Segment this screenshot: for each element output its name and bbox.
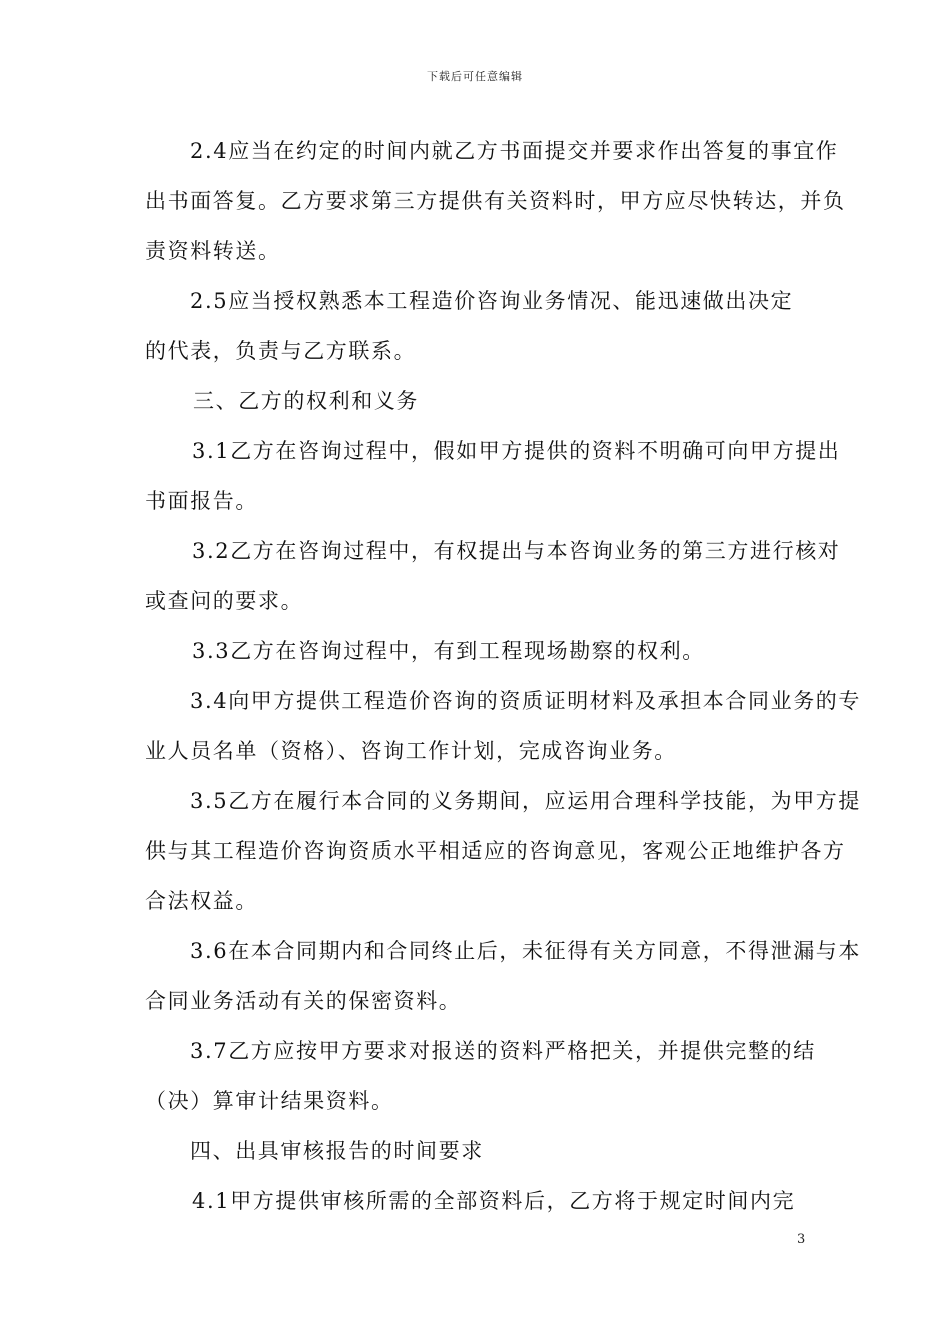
text-line: 供与其工程造价咨询资质水平相适应的咨询意见，客观公正地维护各方	[145, 839, 846, 863]
text-line: 的代表，负责与乙方联系。	[145, 339, 417, 363]
text-line: 2.4应当在约定的时间内就乙方书面提交并要求作出答复的事宜作	[190, 139, 839, 163]
text-line: 合同业务活动有关的保密资料。	[145, 989, 462, 1013]
text-line: 3.6在本合同期内和合同终止后，未征得有关方同意，不得泄漏与本	[190, 939, 861, 963]
text-line: 出书面答复。乙方要求第三方提供有关资料时，甲方应尽快转达，并负	[145, 189, 846, 213]
text-line: 3.3乙方在咨询过程中，有到工程现场勘察的权利。	[192, 639, 705, 663]
page-number: 3	[797, 1232, 806, 1247]
page-header: 下载后可任意编辑	[427, 70, 523, 83]
text-line: （决）算审计结果资料。	[145, 1089, 394, 1113]
text-line: 3.5乙方在履行本合同的义务期间，应运用合理科学技能，为甲方提	[190, 789, 861, 813]
text-line: 责资料转送。	[145, 239, 281, 263]
text-line: 2.5应当授权熟悉本工程造价咨询业务情况、能迅速做出决定	[190, 289, 794, 313]
text-line: 书面报告。	[145, 489, 258, 513]
text-line: 3.1乙方在咨询过程中，假如甲方提供的资料不明确可向甲方提出	[192, 439, 841, 463]
text-line: 业人员名单（资格）、咨询工作计划，完成咨询业务。	[145, 739, 677, 763]
text-line: 3.2乙方在咨询过程中，有权提出与本咨询业务的第三方进行核对	[192, 539, 841, 563]
text-line: 或查问的要求。	[145, 589, 304, 613]
text-line: 合法权益。	[145, 889, 258, 913]
section-heading: 四、出具审核报告的时间要求	[190, 1139, 484, 1163]
text-line: 4.1甲方提供审核所需的全部资料后，乙方将于规定时间内完	[192, 1189, 796, 1213]
text-line: 3.7乙方应按甲方要求对报送的资料严格把关，并提供完整的结	[190, 1039, 816, 1063]
section-heading: 三、乙方的权利和义务	[193, 389, 419, 413]
text-line: 3.4向甲方提供工程造价咨询的资质证明材料及承担本合同业务的专	[190, 689, 861, 713]
